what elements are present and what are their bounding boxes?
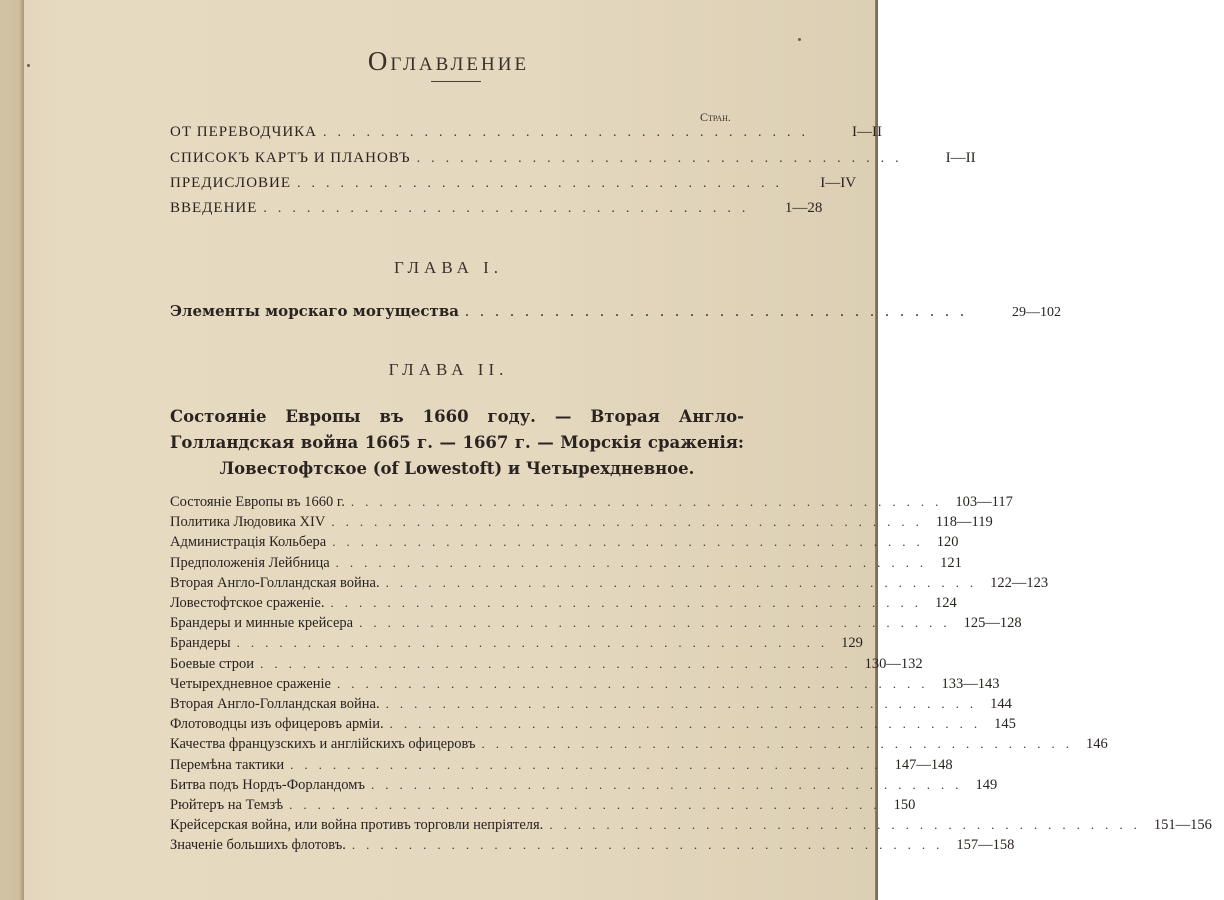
entry-pages: 1—28 (784, 200, 823, 216)
chapter-heading: ГЛАВА II. (388, 360, 509, 379)
toc-section-entry (170, 837, 1015, 854)
toc-section-entry (170, 574, 1049, 592)
title-rule (431, 81, 481, 82)
entry-pages: 121 (940, 554, 962, 571)
toc-section-entry (170, 817, 1212, 834)
entry-pages: 144 (990, 696, 1012, 712)
entry-pages: 130—132 (864, 655, 923, 672)
dot-leader: .......................................... (336, 675, 936, 691)
toc-front-entry (170, 150, 976, 167)
toc-section-entry (170, 514, 993, 531)
entry-pages: 133—143 (941, 675, 1000, 692)
entry-label: Перемѣна тактики (170, 756, 285, 773)
dot-leader: .......................................... (331, 514, 930, 530)
entry-label: Политика Людовика XIV (170, 514, 326, 531)
dot-leader: .......................................... (290, 756, 889, 772)
entry-label: ПРЕДИСЛОВИЕ (170, 175, 292, 191)
entry-label: Четырехдневное сраженіе (170, 675, 331, 692)
toc-section-entry (170, 554, 962, 572)
entry-label: Битва подъ Нордъ-Форландомъ (170, 776, 365, 793)
entry-pages: 29—102 (1011, 305, 1061, 320)
chapter-summary: Состояніе Европы въ 1660 году. — Вторая Англо-Голландская война 1665 г. — 1667 г. — Морскія сраженія: Ловестофтское (of Lowestoft) и Четырехдневное. (170, 407, 744, 478)
dot-leader: .......................................... (481, 736, 1081, 752)
toc-section-entry (170, 615, 1022, 632)
entry-pages: I—IV (820, 175, 857, 191)
dot-leader: .................................. (323, 125, 816, 140)
entry-pages: 129 (841, 635, 863, 652)
entry-pages: 146 (1086, 736, 1108, 753)
entry-pages: 118—119 (935, 514, 993, 531)
toc-section-entry (170, 635, 863, 652)
toc-section-entry (170, 696, 1012, 713)
dot-leader: .......................................... (370, 776, 970, 792)
entry-pages: I—II (945, 150, 976, 166)
dot-leader: .......................................... (351, 837, 951, 853)
entry-label: Значеніе большихъ флотовъ. (170, 837, 346, 854)
entry-pages: 147—148 (894, 756, 953, 773)
entry-label: СПИСОКЪ КАРТЪ И ПЛАНОВЪ (170, 150, 411, 166)
paper-speck (798, 38, 801, 41)
dot-leader: .......................................... (359, 615, 958, 631)
toc-front-entry (170, 175, 857, 192)
dot-leader: .......................................... (389, 716, 989, 732)
dot-leader: .......................................... (385, 696, 985, 711)
entry-label: Администрація Кольбера (170, 534, 327, 551)
entry-label: Предположенія Лейбница (170, 554, 330, 571)
entry-pages: 151—156 (1153, 817, 1212, 834)
entry-pages: 150 (893, 797, 916, 813)
dot-leader: .................................. (297, 176, 791, 191)
toc-front-entry (170, 200, 823, 217)
toc-section-entry (170, 716, 1016, 733)
toc-section-entry (170, 655, 923, 673)
page-title: Оглавление (367, 46, 530, 77)
dot-leader: .......................................... (289, 797, 888, 812)
dot-leader: .................................. (263, 201, 757, 216)
toc-section-entry (170, 756, 953, 774)
entry-label: Флотоводцы изъ офицеровъ арміи. (170, 716, 384, 733)
entry-pages: I—II (852, 124, 882, 140)
entry-label: ОТ ПЕРЕВОДЧИКА (170, 124, 317, 140)
toc-section-entry (170, 534, 959, 551)
entry-label: Ловестофтское сраженіе. (170, 595, 325, 611)
dot-leader: .......................................... (332, 534, 931, 550)
entry-pages: 124 (935, 595, 957, 611)
entry-pages: 125—128 (963, 615, 1022, 632)
entry-pages: 157—158 (956, 837, 1015, 854)
toc-section-entry (170, 595, 957, 612)
entry-pages: 103—117 (955, 494, 1013, 510)
dot-leader: .......................................... (385, 574, 985, 590)
entry-label: Брандеры (170, 635, 231, 652)
entry-label: ВВЕДЕНИЕ (170, 200, 258, 216)
dot-leader: .................................. (464, 303, 975, 320)
toc-section-entry (170, 494, 1013, 511)
dot-leader: .......................................... (236, 635, 836, 651)
entry-label: Крейсерская война, или война противъ торговли непріятеля. (170, 817, 544, 834)
entry-label: Элементы морскаго могущества (170, 302, 459, 320)
entry-pages: 149 (975, 776, 998, 793)
book-spine (0, 0, 24, 900)
pages-column-label: Стран. (700, 110, 731, 124)
dot-leader: .......................................... (350, 494, 950, 509)
chapter-heading: ГЛАВА I. (393, 258, 504, 277)
entry-label: Брандеры и минные крейсера (170, 615, 354, 632)
dot-leader: .......................................... (260, 655, 859, 671)
toc-section-entry (170, 797, 916, 814)
toc-front-entry (170, 124, 882, 141)
dot-leader: .......................................... (330, 595, 929, 610)
toc-section-entry (170, 736, 1108, 753)
entry-label: Состояніе Европы въ 1660 г. (170, 494, 345, 510)
entry-label: Боевые строи (170, 655, 255, 672)
toc-section-entry (170, 776, 998, 794)
toc-section-entry (170, 675, 1000, 693)
dot-leader: .......................................... (335, 554, 935, 570)
entry-label: Вторая Англо-Голландская война. (170, 696, 380, 712)
entry-label: Рюйтеръ на Темзѣ (170, 797, 284, 813)
entry-pages: 122—123 (990, 574, 1049, 591)
entry-label: Качества французскихъ и англійскихъ офицеровъ (170, 736, 476, 753)
entry-pages: 120 (936, 534, 959, 551)
dot-leader: .......................................... (549, 817, 1148, 833)
entry-pages: 145 (994, 716, 1016, 733)
dot-leader: .................................. (416, 151, 910, 166)
entry-label: Вторая Англо-Голландская война. (170, 574, 380, 591)
chapter-entry (170, 302, 1061, 321)
